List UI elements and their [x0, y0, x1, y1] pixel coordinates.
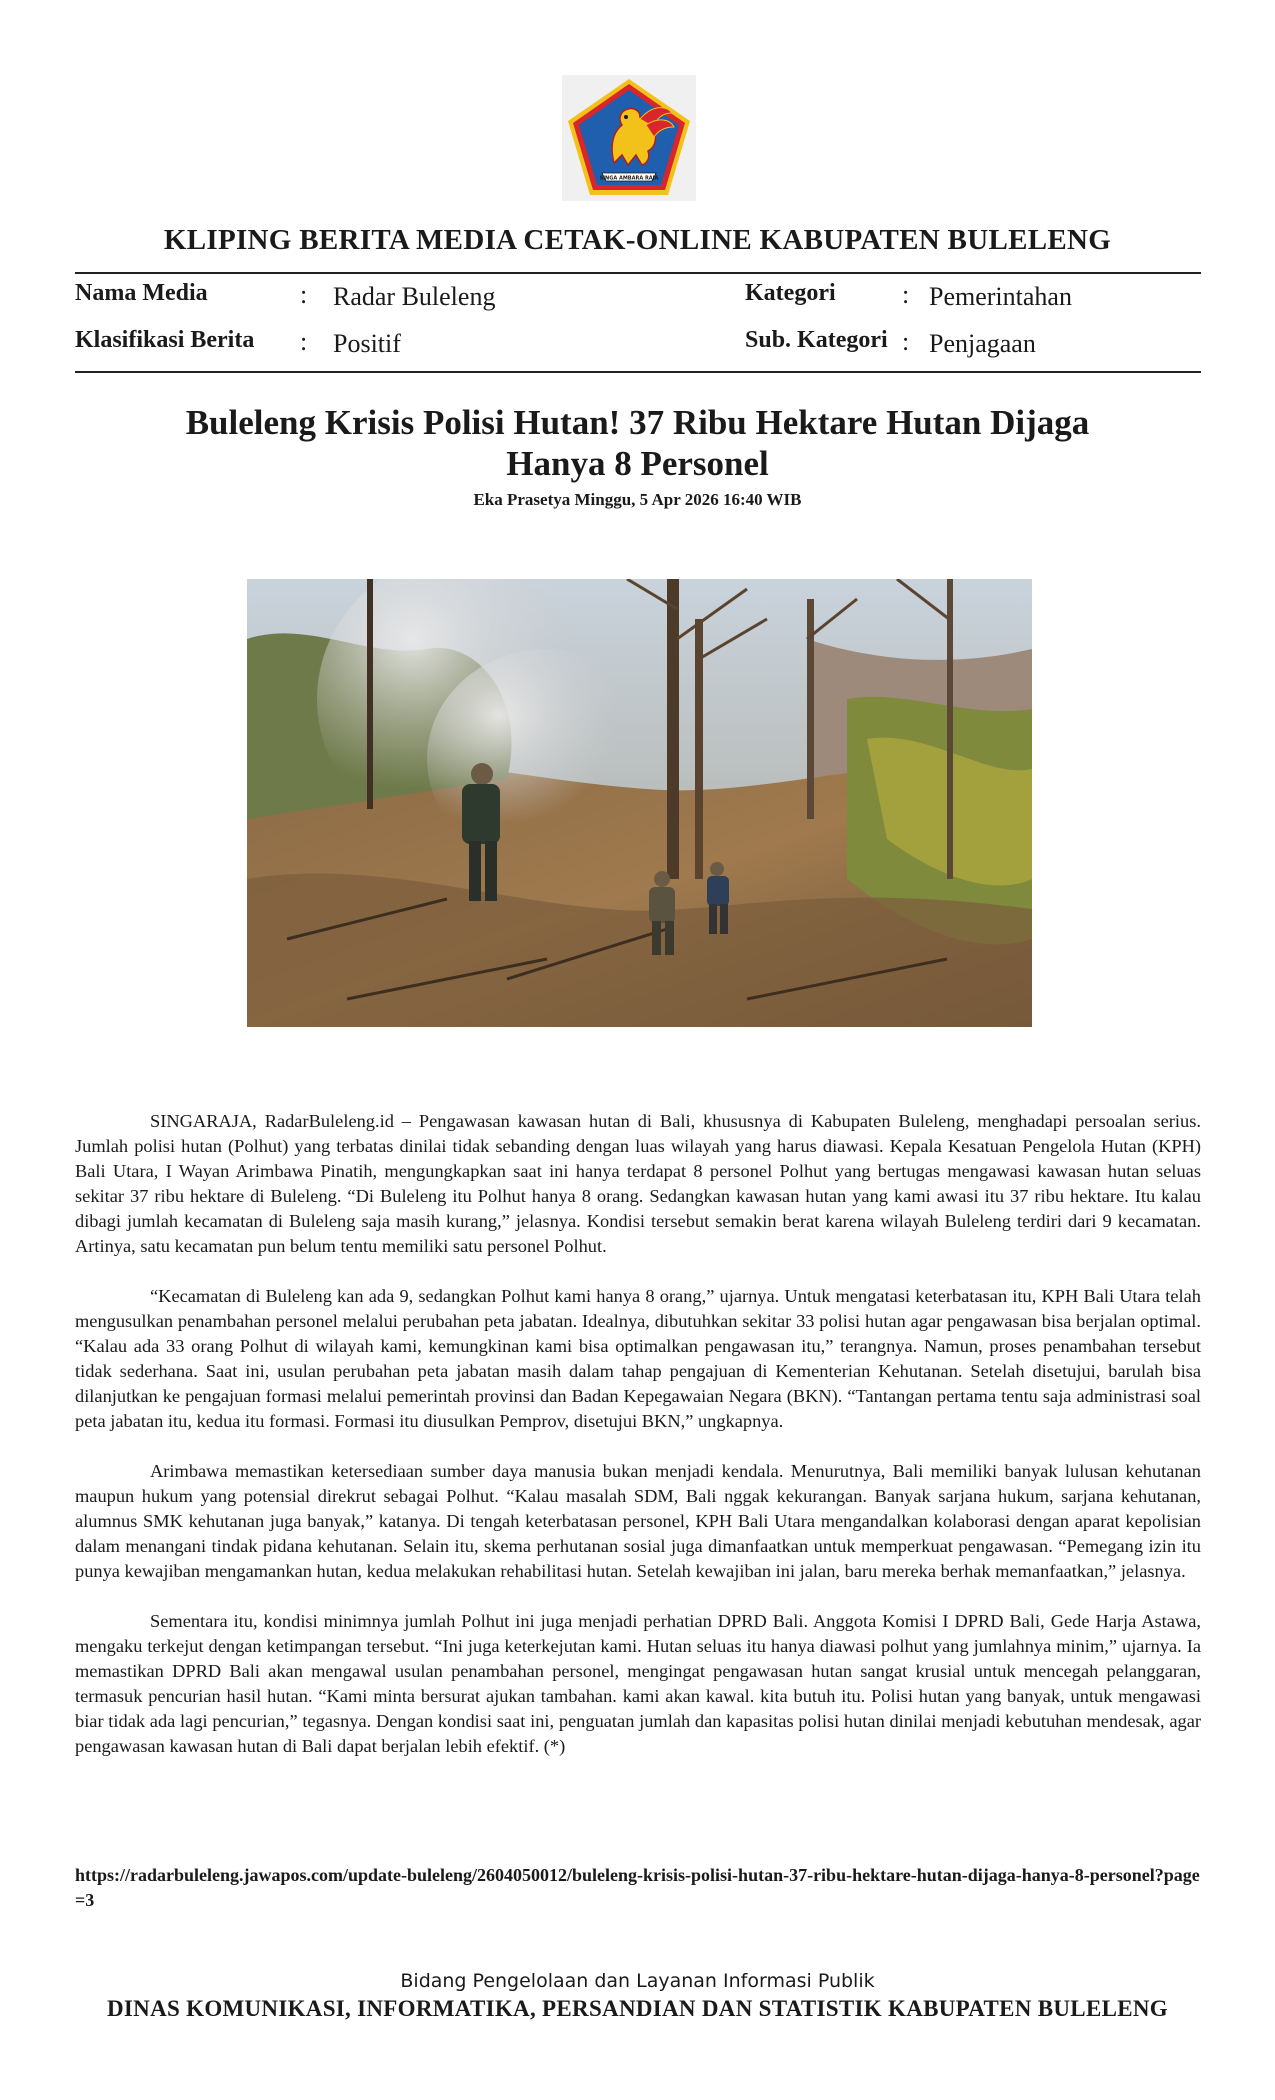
media-name-colon: : [300, 280, 308, 309]
header-bottom-rule [75, 371, 1201, 373]
subcategory-value: Penjagaan [929, 329, 1036, 358]
subcategory-label: Sub. Kategori [745, 327, 888, 353]
classification-colon: : [300, 327, 308, 356]
classification-value: Positif [333, 329, 401, 358]
header-top-rule [75, 272, 1201, 274]
classification-label: Klasifikasi Berita [75, 327, 255, 353]
subcategory-colon: : [902, 327, 910, 356]
article-paragraph: Arimbawa memastikan ketersediaan sumber daya manusia bukan menjadi kendala. Menurutnya, Bali memiliki banyak lulusan kehutanan maupun hukum yang potensial direkrut sebagai Polhut. “Kalau masalah SDM, Bali nggak kekurangan. Banyak sarjana hukum, sarjana kehutanan, alumnus SMK kehutanan juga banyak,” katanya. Di tengah keterbatasan personel, KPH Bali Utara mengandalkan kolaborasi dengan aparat kepolisian dalam menangani tindak pidana kehutanan. Selain itu, skema perhutanan sosial juga dimanfaatkan untuk memperkuat pengawasan. “Pemegang izin itu punya kewajiban mengamankan hutan, kedua melakukan rehabilitasi hutan. Setelah kewajiban ini jalan, baru mereka berhak memanfaatkan,” jelasnya. [75, 1461, 1201, 1581]
article-body [75, 1109, 1201, 1784]
forest-photo-image [247, 579, 1032, 1027]
clipping-header-title: KLIPING BERITA MEDIA CETAK-ONLINE KABUPATEN BULELENG [163, 224, 1112, 256]
media-name-label: Nama Media [75, 280, 208, 306]
buleleng-regency-emblem [562, 75, 696, 201]
source-link[interactable]: https://radarbuleleng.jawapos.com/update-buleleng/2604050012/buleleng-krisis-polisi-hutan-37-ribu-hektare-hutan-dijaga-hanya-8-personel?page=3 [75, 1865, 1200, 1910]
article-paragraph: “Kecamatan di Buleleng kan ada 9, sedangkan Polhut kami hanya 8 orang,” ujarnya. Untuk mengatasi keterbatasan itu, KPH Bali Utara telah mengusulkan penambahan personel melalui perubahan peta jabatan. Idealnya, dibutuhkan sekitar 33 polisi hutan agar pengawasan bisa berjalan optimal. “Kalau ada 33 orang Polhut di wilayah kami, kemungkinan kami bisa optimalkan pengawasan itu,” terangnya. Namun, proses penambahan tersebut tidak sederhana. Saat ini, usulan perubahan peta jabatan masih dalam tahap pengajuan di Kementerian Kehutanan. Setelah disetujui, barulah bisa dilanjutkan ke pengajuan formasi melalui pemerintah provinsi dan Badan Kepegawaian Negara (BKN). “Tantangan pertama tentu saja administrasi soal peta jabatan itu, kedua itu formasi. Formasi itu diusulkan Pemprov, disetujui BKN,” ungkapnya. [75, 1286, 1201, 1431]
emblem-motto: SINGA AMBARA RAJA [599, 175, 659, 182]
footer-agency: DINAS KOMUNIKASI, INFORMATIKA, PERSANDIAN DAN STATISTIK KABUPATEN BULELENG [107, 1996, 1168, 2021]
emblem-icon [562, 75, 696, 201]
article-headline [130, 402, 1145, 484]
article-paragraph: Sementara itu, kondisi minimnya jumlah Polhut ini juga menjadi perhatian DPRD Bali. Anggota Komisi I DPRD Bali, Gede Harja Astawa, mengaku terkejut dengan ketimpangan tersebut. “Ini juga keterkejutan kami. Hutan seluas itu hanya diawasi polhut yang jumlahnya minim,” ujarnya. Ia memastikan DPRD Bali akan mengawal usulan penambahan personel, mengingat pengawasan hutan sangat krusial untuk mencegah pelanggaran, termasuk pencurian hasil hutan. “Kami minta bersurat ajukan tambahan. kami akan kawal. kita butuh itu. Polisi hutan yang banyak, untuk mengawasi biar tidak ada lagi pencurian,” tegasnya. Dengan kondisi saat ini, penguatan jumlah dan kapasitas polisi hutan dinilai menjadi kebutuhan mendesak, agar pengawasan kawasan hutan di Bali dapat berjalan lebih efektif. (*) [75, 1611, 1201, 1756]
headline-line-2: Hanya 8 Personel [506, 444, 769, 483]
category-value: Pemerintahan [929, 282, 1072, 311]
footer-division: Bidang Pengelolaan dan Layanan Informasi Publik [400, 1970, 875, 1992]
category-label: Kategori [745, 280, 836, 306]
category-colon: : [902, 280, 910, 309]
headline-line-1: Buleleng Krisis Polisi Hutan! 37 Ribu Hektare Hutan Dijaga [185, 403, 1090, 442]
media-name-value: Radar Buleleng [333, 282, 496, 311]
article-paragraph: SINGARAJA, RadarBuleleng.id – Pengawasan kawasan hutan di Bali, khususnya di Kabupaten Buleleng, menghadapi persoalan serius. Jumlah polisi hutan (Polhut) yang terbatas dinilai tidak sebanding dengan luas wilayah yang harus diawasi. Kepala Kesatuan Pengelola Hutan (KPH) Bali Utara, I Wayan Arimbawa Pinatih, mengungkapkan saat ini hanya terdapat 8 personel Polhut yang bertugas mengawasi kawasan hutan seluas sekitar 37 ribu hektare di Buleleng. “Di Buleleng itu Polhut hanya 8 orang. Sedangkan kawasan hutan yang kami awasi itu 37 ribu hektare. Itu kalau dibagi jumlah kecamatan di Buleleng saja masih kurang,” jelasnya. Kondisi tersebut semakin berat karena wilayah Buleleng terdiri dari 9 kecamatan. Artinya, satu kecamatan pun belum tentu memiliki satu personel Polhut. [75, 1111, 1201, 1256]
article-photo-forest-patrol [247, 579, 1032, 1027]
article-byline: Eka Prasetya Minggu, 5 Apr 2026 16:40 WIB [473, 490, 802, 509]
